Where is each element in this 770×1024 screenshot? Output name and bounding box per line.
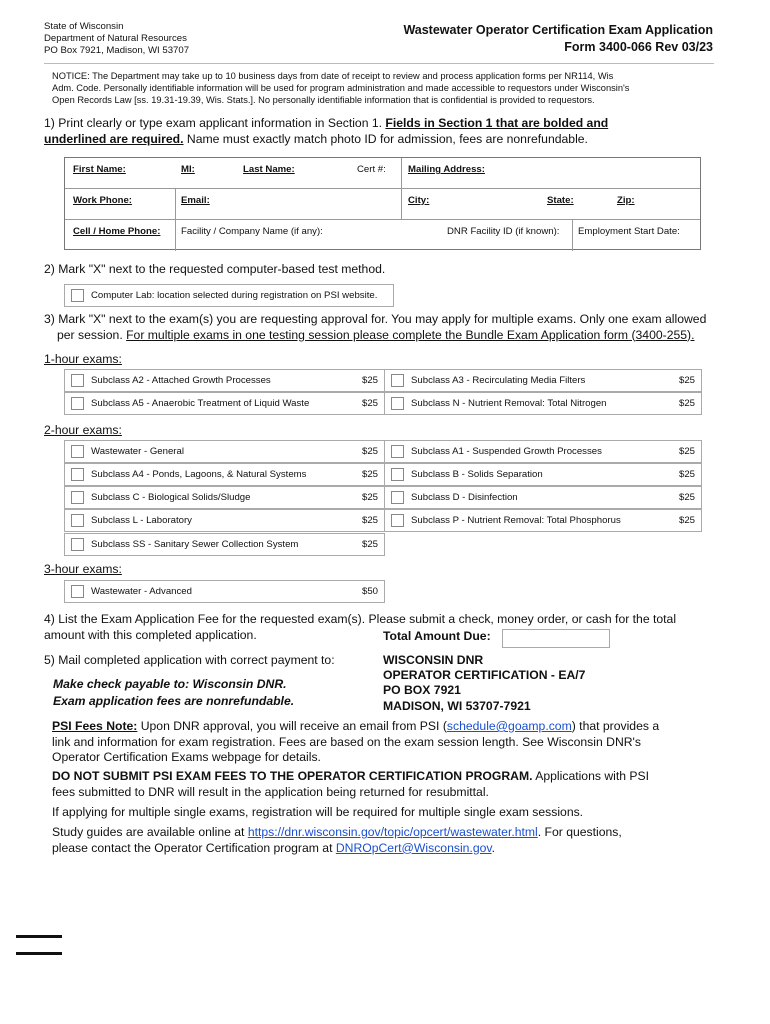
exam-name: Subclass A2 - Attached Growth Processes xyxy=(91,375,271,386)
exam-option-c[interactable] xyxy=(64,486,385,509)
exam-fee: $25 xyxy=(678,492,695,503)
opcert-email-link[interactable]: DNROpCert@Wisconsin.gov xyxy=(335,840,492,855)
column-divider xyxy=(401,189,402,220)
study-text: . For questions, xyxy=(537,825,622,839)
notice xyxy=(52,70,692,107)
section1-required-note: Fields in Section 1 that are bolded and xyxy=(385,116,609,130)
header-divider xyxy=(44,63,714,64)
exam-name: Subclass A4 - Ponds, Lagoons, & Natural Systems xyxy=(91,469,307,480)
exam-name: Subclass SS - Sanitary Sewer Collection System xyxy=(91,539,299,550)
exam-option-n[interactable] xyxy=(384,392,702,415)
total-amount-input[interactable] xyxy=(502,629,610,648)
column-divider xyxy=(401,158,402,189)
section2-instruction: 2) Mark "X" next to the requested computer-based test method. xyxy=(44,262,386,276)
one-hour-heading: 1-hour exams: xyxy=(44,352,122,366)
payable-line: Make check payable to: Wisconsin DNR. xyxy=(53,677,287,691)
exam-fee: $25 xyxy=(361,375,378,386)
facility-field[interactable]: Facility / Company Name (if any): xyxy=(181,226,323,237)
total-amount-label: Total Amount Due: xyxy=(383,629,491,643)
exam-fee: $25 xyxy=(678,446,695,457)
exam-name: Subclass N - Nutrient Removal: Total Nitrogen xyxy=(411,398,607,409)
warning-text: Applications with PSI xyxy=(532,769,650,783)
checkbox[interactable] xyxy=(71,397,84,410)
cert-number-field[interactable]: Cert #: xyxy=(357,164,386,175)
bundle-form-note: For multiple exams in one testing session please complete the Bundle Exam Application form (3400-255). xyxy=(126,327,695,342)
employment-start-field[interactable]: Employment Start Date: xyxy=(578,226,680,237)
email-field[interactable]: Email: xyxy=(181,195,210,206)
exam-option-a3[interactable] xyxy=(384,369,702,392)
mi-field[interactable]: MI: xyxy=(181,164,195,175)
address-line: PO BOX 7921 xyxy=(383,683,461,698)
section3-instruction xyxy=(44,312,744,343)
exam-fee: $25 xyxy=(361,492,378,503)
page-mark xyxy=(16,952,62,955)
multiple-exams-note: If applying for multiple single exams, registration will be required for multiple single exam sessions. xyxy=(52,805,584,819)
three-hour-heading: 3-hour exams: xyxy=(44,562,122,576)
exam-option-advanced[interactable] xyxy=(64,580,385,603)
exam-option-a4[interactable] xyxy=(64,463,385,486)
exam-fee: $25 xyxy=(361,539,378,550)
payable-note xyxy=(53,676,294,710)
exam-fee: $25 xyxy=(361,469,378,480)
section3-line: 3) Mark "X" next to the exam(s) you are requesting approval for. You may apply for multiple exams. Only one exam allowed xyxy=(44,312,707,326)
checkbox[interactable] xyxy=(391,397,404,410)
exam-fee: $25 xyxy=(361,515,378,526)
psi-email-link[interactable]: schedule@goamp.com xyxy=(446,719,572,733)
exam-name: Wastewater - Advanced xyxy=(91,586,192,597)
checkbox[interactable] xyxy=(71,538,84,551)
applicant-row-1 xyxy=(65,158,700,189)
last-name-field[interactable]: Last Name: xyxy=(243,164,295,175)
payable-line: Exam application fees are nonrefundable. xyxy=(53,694,295,708)
exam-option-general[interactable] xyxy=(64,440,385,463)
exam-name: Subclass P - Nutrient Removal: Total Phosphorus xyxy=(411,515,621,526)
address-line: WISCONSIN DNR xyxy=(383,653,484,667)
exam-fee: $25 xyxy=(678,469,695,480)
notice-line: Open Records Law [ss. 19.31-19.39, Wis. Stats.]. No personally identifiable information that is confidential is provided to requestors. xyxy=(52,95,595,106)
agency-line: PO Box 7921, Madison, WI 53707 xyxy=(44,45,190,56)
psi-text: ) that provides a xyxy=(571,719,660,733)
exam-name: Subclass L - Laboratory xyxy=(91,515,192,526)
psi-label: PSI Fees Note: xyxy=(52,719,138,733)
checkbox[interactable] xyxy=(391,514,404,527)
study-text: . xyxy=(491,840,495,855)
exam-option-b[interactable] xyxy=(384,463,702,486)
exam-name: Subclass A3 - Recirculating Media Filters xyxy=(411,375,586,386)
exam-name: Subclass D - Disinfection xyxy=(411,492,518,503)
section1-instruction xyxy=(44,116,724,147)
section1-required-note: underlined are required. xyxy=(44,131,184,146)
psi-fees-note xyxy=(52,719,742,766)
applicant-row-2 xyxy=(65,189,700,220)
checkbox[interactable] xyxy=(391,374,404,387)
exam-fee: $25 xyxy=(361,446,378,457)
form-title: Wastewater Operator Certification Exam Application xyxy=(403,23,713,37)
psi-line: link and information for exam registration. Fees are based on the exam session length. See Wisconsin DNR's xyxy=(52,734,641,749)
psi-text: Upon DNR approval, you will receive an email from PSI ( xyxy=(137,719,447,733)
column-divider xyxy=(572,220,573,251)
zip-field[interactable]: Zip: xyxy=(617,195,635,206)
section4-line: 4) List the Exam Application Fee for the requested exam(s). Please submit a check, money order, or cash for the total xyxy=(44,612,677,626)
form-number: Form 3400-066 Rev 03/23 xyxy=(564,40,713,54)
option-label: Computer Lab: location selected during registration on PSI website. xyxy=(91,290,378,301)
dnr-facility-id-field[interactable]: DNR Facility ID (if known): xyxy=(447,226,560,237)
checkbox[interactable] xyxy=(71,491,84,504)
first-name-field[interactable]: First Name: xyxy=(73,164,126,175)
checkbox[interactable] xyxy=(71,468,84,481)
exam-option-a1[interactable] xyxy=(384,440,702,463)
work-phone-field[interactable]: Work Phone: xyxy=(73,195,132,206)
applicant-row-3 xyxy=(65,220,700,251)
applicant-info-table xyxy=(64,157,701,250)
exam-name: Wastewater - General xyxy=(91,446,184,457)
section5-instruction: 5) Mail completed application with correct payment to: xyxy=(44,653,335,667)
warning-line: fees submitted to DNR will result in the application being returned for resubmittal. xyxy=(52,784,489,799)
exam-option-ss[interactable] xyxy=(64,533,385,556)
page-mark xyxy=(16,935,62,938)
agency-line: Department of Natural Resources xyxy=(44,33,187,44)
exam-name: Subclass C - Biological Solids/Sludge xyxy=(91,492,251,503)
exam-name: Subclass B - Solids Separation xyxy=(411,469,543,480)
exam-fee: $25 xyxy=(678,375,695,386)
mailing-address-field[interactable]: Mailing Address: xyxy=(408,164,485,175)
agency-block xyxy=(44,21,189,57)
cell-phone-field[interactable]: Cell / Home Phone: xyxy=(73,226,161,237)
form-title-block xyxy=(403,22,713,56)
checkbox[interactable] xyxy=(71,445,84,458)
exam-name: Subclass A5 - Anaerobic Treatment of Liquid Waste xyxy=(91,398,310,409)
study-text: Study guides are available online at xyxy=(52,825,248,839)
psi-fee-warning xyxy=(52,769,742,800)
psi-line: Operator Certification Exams webpage for details. xyxy=(52,750,321,764)
exam-fee: $25 xyxy=(678,398,695,409)
computer-lab-option[interactable] xyxy=(64,284,394,307)
checkbox[interactable] xyxy=(391,491,404,504)
study-text: please contact the Operator Certification program at xyxy=(52,840,336,855)
study-guide-link[interactable]: https://dnr.wisconsin.gov/topic/opcert/wastewater.html xyxy=(247,825,538,839)
city-field[interactable]: City: xyxy=(408,195,430,206)
exam-option-a5[interactable] xyxy=(64,392,385,415)
section1-intro: 1) Print clearly or type exam applicant information in Section 1. xyxy=(44,116,386,130)
column-divider xyxy=(175,220,176,251)
checkbox[interactable] xyxy=(391,445,404,458)
exam-option-l[interactable] xyxy=(64,509,385,532)
address-line: MADISON, WI 53707-7921 xyxy=(383,698,531,713)
exam-option-d[interactable] xyxy=(384,486,702,509)
checkbox[interactable] xyxy=(71,585,84,598)
agency-line: State of Wisconsin xyxy=(44,21,124,32)
checkbox[interactable] xyxy=(71,514,84,527)
notice-line: Adm. Code. Personally identifiable information will be used for program administration and made accessible to requestors under Wisconsin's xyxy=(52,83,630,94)
mailing-address-block xyxy=(383,653,585,714)
exam-option-p[interactable] xyxy=(384,509,702,532)
exam-fee: $25 xyxy=(678,515,695,526)
section4-line: amount with this completed application. xyxy=(44,627,257,642)
section1-rest: Name must exactly match photo ID for admission, fees are nonrefundable. xyxy=(183,131,588,146)
study-guides-note xyxy=(52,825,742,856)
warning-bold: DO NOT SUBMIT PSI EXAM FEES TO THE OPERATOR CERTIFICATION PROGRAM. xyxy=(52,769,533,783)
exam-fee: $25 xyxy=(361,398,378,409)
section3-line: per session. xyxy=(57,327,127,342)
column-divider xyxy=(175,189,176,220)
notice-line: NOTICE: The Department may take up to 10 business days from date of receipt to review and process application forms per NR114, Wis xyxy=(52,71,614,81)
checkbox[interactable] xyxy=(71,374,84,387)
checkbox[interactable] xyxy=(71,289,84,302)
exam-fee: $50 xyxy=(361,586,378,597)
two-hour-heading: 2-hour exams: xyxy=(44,423,122,437)
checkbox[interactable] xyxy=(391,468,404,481)
state-field[interactable]: State: xyxy=(547,195,574,206)
exam-option-a2[interactable] xyxy=(64,369,385,392)
address-line: OPERATOR CERTIFICATION - EA/7 xyxy=(383,668,586,683)
exam-name: Subclass A1 - Suspended Growth Processes xyxy=(411,446,602,457)
